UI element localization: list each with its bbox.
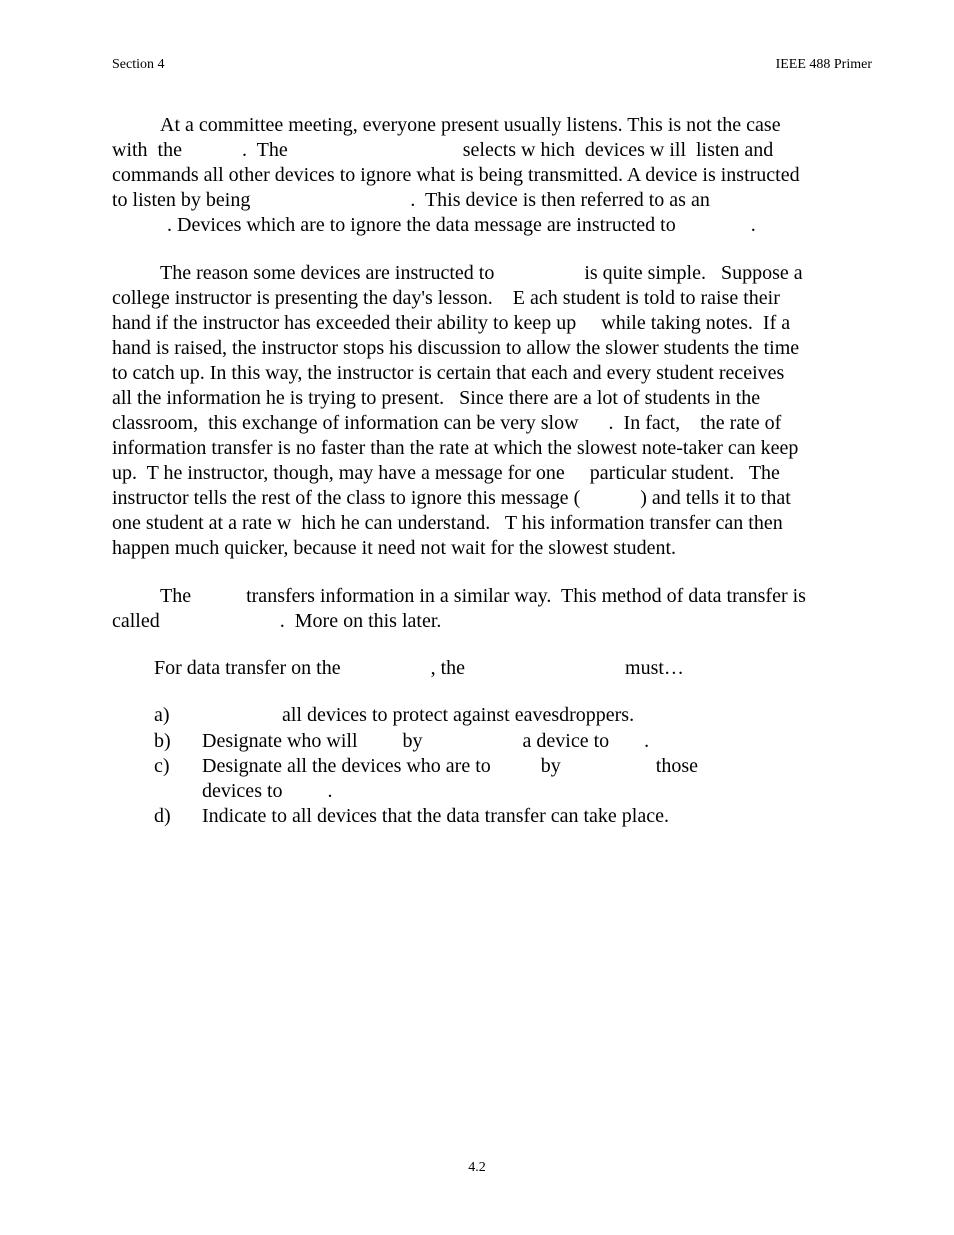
paragraph-line: happen much quicker, because it need not wait for the slowest student. [112, 537, 677, 559]
paragraph-line: commands all other devices to ignore what is being transmitted. A device is instructed [112, 164, 800, 186]
list-item: Designate who will by a device to . [202, 730, 650, 752]
paragraph-line: to catch up. In this way, the instructor is certain that each and every student receives [112, 362, 785, 384]
paragraph-line: hand is raised, the instructor stops his discussion to allow the slower students the time [112, 337, 800, 359]
paragraph-line: all the information he is trying to present. Since there are a lot of students in the [112, 387, 761, 409]
paragraph-line: The transfers information in a similar way. This method of data transfer is [160, 585, 806, 607]
paragraph-line: The reason some devices are instructed to is quite simple. Suppose a [160, 262, 803, 284]
paragraph-line: college instructor is presenting the day's lesson. E ach student is told to raise their [112, 287, 780, 309]
list-label: b) [154, 730, 171, 752]
paragraph-line: . Devices which are to ignore the data message are instructed to . [112, 214, 756, 236]
paragraph-line: classroom, this exchange of information can be very slow . In fact, the rate of [112, 412, 782, 434]
paragraph-line: with the . The selects w hich devices w ill listen and [112, 139, 774, 161]
list-label: c) [154, 755, 170, 777]
paragraph-line: one student at a rate w hich he can understand. T his information transfer can then [112, 512, 783, 534]
header-section: Section 4 [112, 57, 165, 72]
list-label: a) [154, 704, 170, 726]
list-item: Designate all the devices who are to by those [202, 755, 698, 777]
page-number: 4.2 [468, 1160, 486, 1175]
list-label: d) [154, 805, 171, 827]
paragraph-line: At a committee meeting, everyone present usually listens. This is not the case [160, 114, 781, 136]
paragraph-line: called . More on this later. [112, 610, 442, 632]
paragraph-line: hand if the instructor has exceeded their ability to keep up while taking notes. If a [112, 312, 791, 334]
list-item-continuation: devices to . [202, 780, 333, 802]
header-title: IEEE 488 Primer [775, 57, 872, 72]
paragraph-line: information transfer is no faster than the rate at which the slowest note-taker can keep [112, 437, 799, 459]
paragraph-4: For data transfer on the , the must… [154, 657, 684, 679]
list-item: all devices to protect against eavesdroppers. [202, 704, 635, 726]
paragraph-line: instructor tells the rest of the class to ignore this message ( ) and tells it to that [112, 487, 791, 509]
list-item: Indicate to all devices that the data transfer can take place. [202, 805, 669, 827]
paragraph-line: to listen by being . This device is then referred to as an [112, 189, 710, 211]
paragraph-line: up. T he instructor, though, may have a message for one particular student. The [112, 462, 780, 484]
